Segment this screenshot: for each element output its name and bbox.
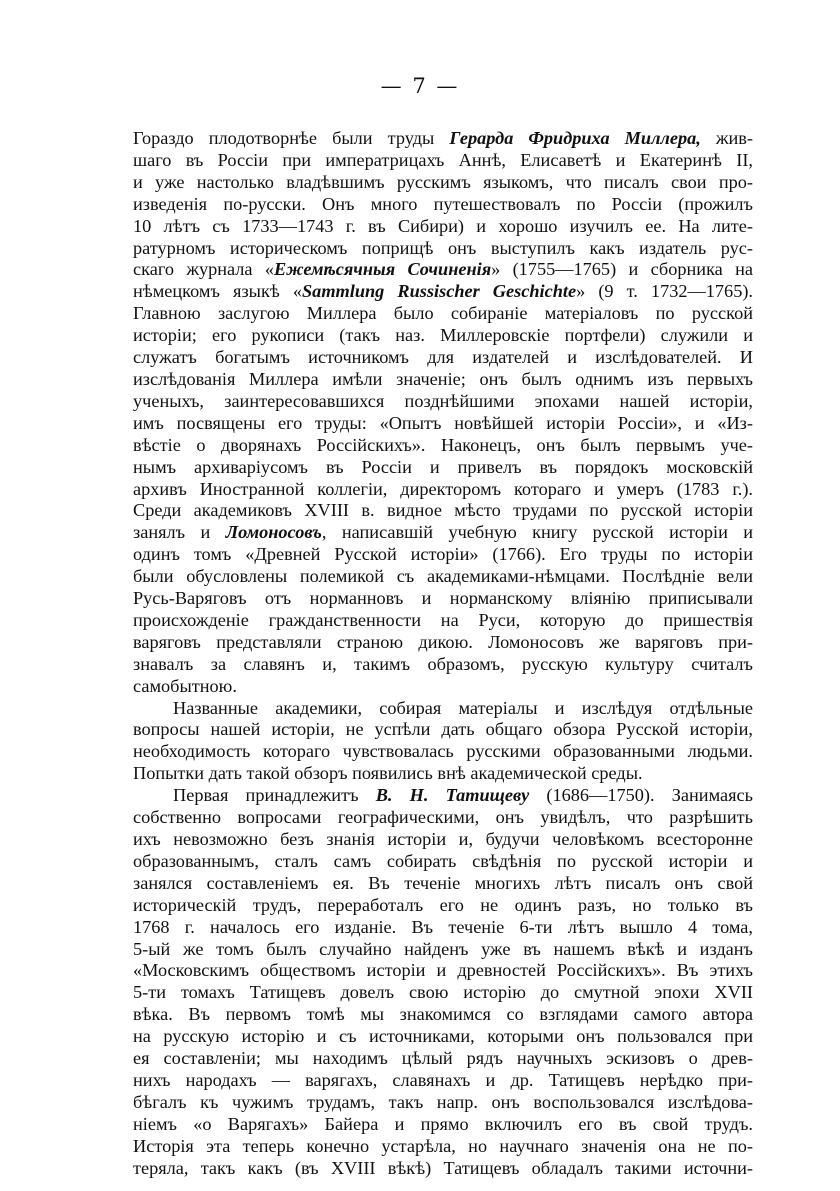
text-run: нѣмецкомъ языкѣ « xyxy=(133,281,303,302)
text-line xyxy=(133,216,753,238)
text-line xyxy=(133,150,753,172)
text-line xyxy=(133,1004,753,1026)
text-run: вѣка. Въ первомъ томѣ мы знакомимся со взглядами самого автора xyxy=(133,1004,753,1025)
text-run: нихъ народахъ — варягахъ, славянахъ и др. Татищевъ нерѣдко при- xyxy=(133,1069,753,1090)
text-line xyxy=(133,194,753,216)
text-line xyxy=(133,369,753,391)
text-line xyxy=(133,719,753,741)
text-run: историческій трудъ, переработалъ его не одинъ разъ, но только въ xyxy=(133,894,753,915)
text-run: нымъ архиваріусомъ въ Россіи и привелъ въ порядокъ московскій xyxy=(133,456,753,477)
text-line xyxy=(133,610,753,632)
text-run: жив- xyxy=(700,128,753,148)
text-line xyxy=(133,238,753,260)
text-run: ихъ невозможно безъ знанія исторіи и, будучи человѣкомъ всесторонне xyxy=(133,829,753,849)
text-line xyxy=(133,1048,753,1070)
text-line xyxy=(133,325,753,347)
text-run: архивъ Иностранной коллегіи, директоромъ котораго и умеръ (1783 г.). xyxy=(133,478,753,499)
text-line xyxy=(133,281,753,303)
text-run: вопросы нашей исторіи, не успѣли дать общаго обзора Русской исторіи, xyxy=(133,719,753,740)
text-run: служатъ богатымъ источникомъ для издателей и изслѣдователей. И xyxy=(133,347,753,368)
text-run: Русь-Варяговъ отъ норманновъ и норманскому вліянію приписывали xyxy=(133,588,753,609)
text-line xyxy=(133,698,753,720)
text-line xyxy=(133,347,753,369)
emphasized-name: В. Н. Татищеву xyxy=(375,785,530,806)
text-line xyxy=(133,500,753,522)
text-run: Первая принадлежитъ xyxy=(173,785,376,806)
text-run: скаго журнала « xyxy=(133,259,275,280)
text-line xyxy=(133,566,753,588)
text-run: 1768 г. началось его изданіе. Въ теченіе 6-ти лѣтъ вышло 4 тома, xyxy=(133,916,753,937)
text-run: ніемъ «о Варягахъ» Байера и прямо включилъ его въ свой трудъ. xyxy=(133,1113,753,1134)
text-run: 5-ти томахъ Татищевъ довелъ свою исторію до смутной эпохи XVII xyxy=(133,982,753,1003)
text-run: ратурномъ историческомъ поприщѣ онъ выступилъ какъ издатель рус- xyxy=(133,237,753,258)
text-line xyxy=(133,851,753,873)
text-line xyxy=(133,435,753,457)
text-run: Исторія эта теперь конечно устарѣла, но научнаго значенія она не по- xyxy=(133,1135,753,1156)
text-line xyxy=(133,1114,753,1136)
text-run: «Московскимъ обществомъ исторіи и древностей Россійскихъ». Въ этихъ xyxy=(133,960,753,981)
text-run: вѣстіе о дворянахъ Россійскихъ». Наконецъ, онъ былъ первымъ уче- xyxy=(133,434,753,455)
text-run: изведенія по-русски. Онъ много путешествовалъ по Россіи (прожилъ xyxy=(133,193,753,214)
text-line xyxy=(133,391,753,413)
text-run: , написавшій учебную книгу русской исторіи и xyxy=(321,522,754,543)
text-line xyxy=(133,1136,753,1158)
emphasized-name: Sammlung Russischer Geschichte xyxy=(302,281,577,302)
text-line xyxy=(133,303,753,325)
text-line xyxy=(133,172,753,194)
text-line xyxy=(133,939,753,961)
text-run: Попытки дать такой обзоръ появились внѣ академической среды. xyxy=(133,763,643,784)
text-run: самобытною. xyxy=(133,675,237,696)
page-number: — 7 — xyxy=(380,74,460,98)
text-run: и уже настолько владѣвшимъ русскимъ языкомъ, что писалъ свои про- xyxy=(133,171,753,192)
text-line xyxy=(133,457,753,479)
text-run: изслѣдованія Миллера имѣли значеніе; онъ былъ однимъ изъ первыхъ xyxy=(133,368,753,389)
text-line xyxy=(133,654,753,676)
text-run: шаго въ Россіи при императрицахъ Аннѣ, Елисаветѣ и Екатеринѣ II, xyxy=(133,149,753,170)
body-text xyxy=(133,128,753,1180)
text-run: теряла, такъ какъ (въ XVIII вѣкѣ) Татищевъ обладалъ такими источни- xyxy=(133,1157,753,1178)
text-run: занялъ и xyxy=(133,522,226,543)
text-line xyxy=(133,917,753,939)
text-run: знавалъ за славянъ и, такимъ образомъ, русскую культуру считалъ xyxy=(133,653,753,674)
text-line xyxy=(133,895,753,917)
text-line xyxy=(133,413,753,435)
text-line xyxy=(133,544,753,566)
text-run: одинъ томъ «Древней Русской исторіи» (1766). Его труды по исторіи xyxy=(133,544,753,565)
text-line xyxy=(133,1026,753,1048)
text-line xyxy=(133,1092,753,1114)
text-run: бѣгалъ къ чужимъ трудамъ, такъ напр. онъ воспользовался изслѣдова- xyxy=(133,1091,753,1112)
text-run: » (9 т. 1732—1765). xyxy=(576,281,753,302)
text-line xyxy=(133,960,753,982)
text-run: исторіи; его рукописи (такъ наз. Миллеровскіе портфели) служили и xyxy=(133,325,753,346)
text-line xyxy=(133,128,753,150)
text-line xyxy=(133,785,753,807)
text-run: Гораздо плодотворнѣе были труды xyxy=(133,128,450,148)
text-run: Среди академиковъ XVIII в. видное мѣсто трудами по русской исторіи xyxy=(133,500,753,521)
text-run: Главною заслугою Миллера было собираніе матеріаловъ по русской xyxy=(133,303,753,324)
text-line xyxy=(133,873,753,895)
text-line xyxy=(133,829,753,851)
emphasized-name: Ломоносовъ xyxy=(225,522,322,543)
text-run: Названные академики, собирая матеріалы и изслѣдуя отдѣльные xyxy=(173,697,753,718)
text-line xyxy=(133,259,753,281)
text-line xyxy=(133,479,753,501)
text-run: собственно вопросами географическими, онъ увидѣлъ, что разрѣшить xyxy=(133,807,753,828)
text-line xyxy=(133,1070,753,1092)
text-line xyxy=(133,588,753,610)
text-run: были обусловлены полемикой съ академиками-нѣмцами. Послѣдніе вели xyxy=(133,566,753,587)
text-run: ея составленіи; мы находимъ цѣлый рядъ научныхъ эскизовъ о древ- xyxy=(133,1048,753,1069)
text-run: (1686—1750). Занимаясь xyxy=(529,785,753,806)
text-run: имъ посвящены его труды: «Опытъ новѣйшей исторіи Россіи», и «Из- xyxy=(133,412,753,433)
text-line xyxy=(133,632,753,654)
text-run: варяговъ представляли страною дикою. Ломоносовъ же варяговъ при- xyxy=(133,631,753,652)
emphasized-name: Ежемѣсячныя Сочиненія xyxy=(274,259,492,280)
text-run: 10 лѣтъ съ 1733—1743 г. въ Сибири) и хорошо изучилъ ее. На лите- xyxy=(133,215,753,236)
text-run: происхожденіе гражданственности на Руси, которую до пришествія xyxy=(133,609,753,630)
text-run: ученыхъ, заинтересовавшихся позднѣйшими эпохами нашей исторіи, xyxy=(133,390,753,411)
text-line xyxy=(133,763,753,785)
text-line xyxy=(133,807,753,829)
text-run: на русскую исторію и съ источниками, которыми онъ пользовался при xyxy=(133,1026,753,1047)
text-run: 5-ый же томъ былъ случайно найденъ уже въ нашемъ вѣкѣ и изданъ xyxy=(133,938,753,959)
text-run: » (1755—1765) и сборника на xyxy=(491,259,753,280)
text-line xyxy=(133,676,753,698)
text-line xyxy=(133,522,753,544)
text-line xyxy=(133,1158,753,1180)
text-line xyxy=(133,982,753,1004)
text-run: образованнымъ, сталъ самъ собирать свѣдѣнія по русской исторіи и xyxy=(133,850,753,871)
text-run: необходимость котораго чувствовалась русскими образованными людьми. xyxy=(133,741,753,762)
text-run: занялся составленіемъ ея. Въ теченіе многихъ лѣтъ писалъ онъ свой xyxy=(133,872,753,893)
emphasized-name: Герарда Фридриха Миллера, xyxy=(449,128,701,148)
text-line xyxy=(133,741,753,763)
